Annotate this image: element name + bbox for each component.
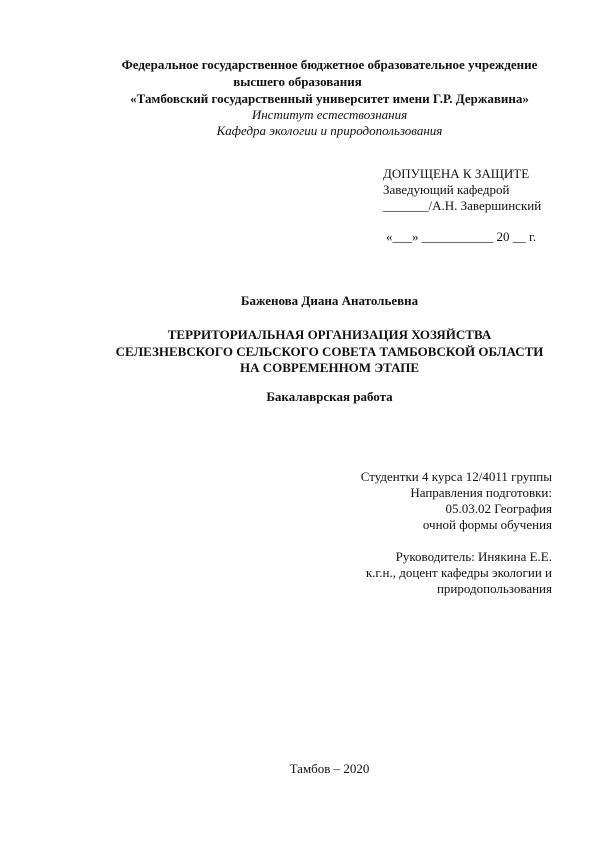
approval-date: «___» ___________ 20 __ г.: [386, 229, 537, 244]
approval-block: [383, 166, 583, 245]
header-organization-line-1: Федеральное государственное бюджетное образовательное учреждение: [121, 57, 538, 72]
city-year: Тамбов – 2020: [289, 761, 370, 776]
supervisor-degree: к.г.н., доцент кафедры экологии и: [365, 565, 552, 580]
thesis-title-line-3: НА СОВРЕМЕННОМ ЭТАПЕ: [239, 360, 420, 375]
header-organization-line-2: высшего образования: [233, 74, 362, 89]
thesis-title-line-1: ТЕРРИТОРИАЛЬНАЯ ОРГАНИЗАЦИЯ ХОЗЯЙСТВА: [167, 327, 492, 342]
work-type: Бакалаврская работа: [266, 389, 393, 404]
student-direction-code: 05.03.02 География: [445, 501, 552, 516]
approval-signature: _______/А.Н. Завершинский: [383, 198, 542, 213]
supervisor-name: Руководитель: Инякина Е.Е.: [395, 549, 552, 564]
author-name: Баженова Диана Анатольевна: [240, 293, 419, 308]
student-course-group: Студентки 4 курса 12/4011 группы: [360, 469, 552, 484]
thesis-title-line-2: СЕЛЕЗНЕВСКОГО СЕЛЬСКОГО СОВЕТА ТАМБОВСКОЙ ОБЛАСТИ: [115, 344, 544, 359]
student-direction-label: Направления подготовки:: [410, 485, 552, 500]
header-institute: Институт естествознания: [251, 107, 408, 122]
header-department: Кафедра экологии и природопользования: [216, 123, 443, 138]
supervisor-info: [366, 549, 552, 597]
supervisor-department: природопользования: [436, 581, 552, 596]
header-university-name: «Тамбовский государственный университет имени Г.Р. Державина»: [130, 91, 529, 106]
student-info: [361, 469, 552, 533]
approval-status: ДОПУЩЕНА К ЗАЩИТЕ: [383, 166, 530, 181]
approval-position: Заведующий кафедрой: [383, 182, 510, 197]
student-study-form: очной формы обучения: [422, 517, 552, 532]
